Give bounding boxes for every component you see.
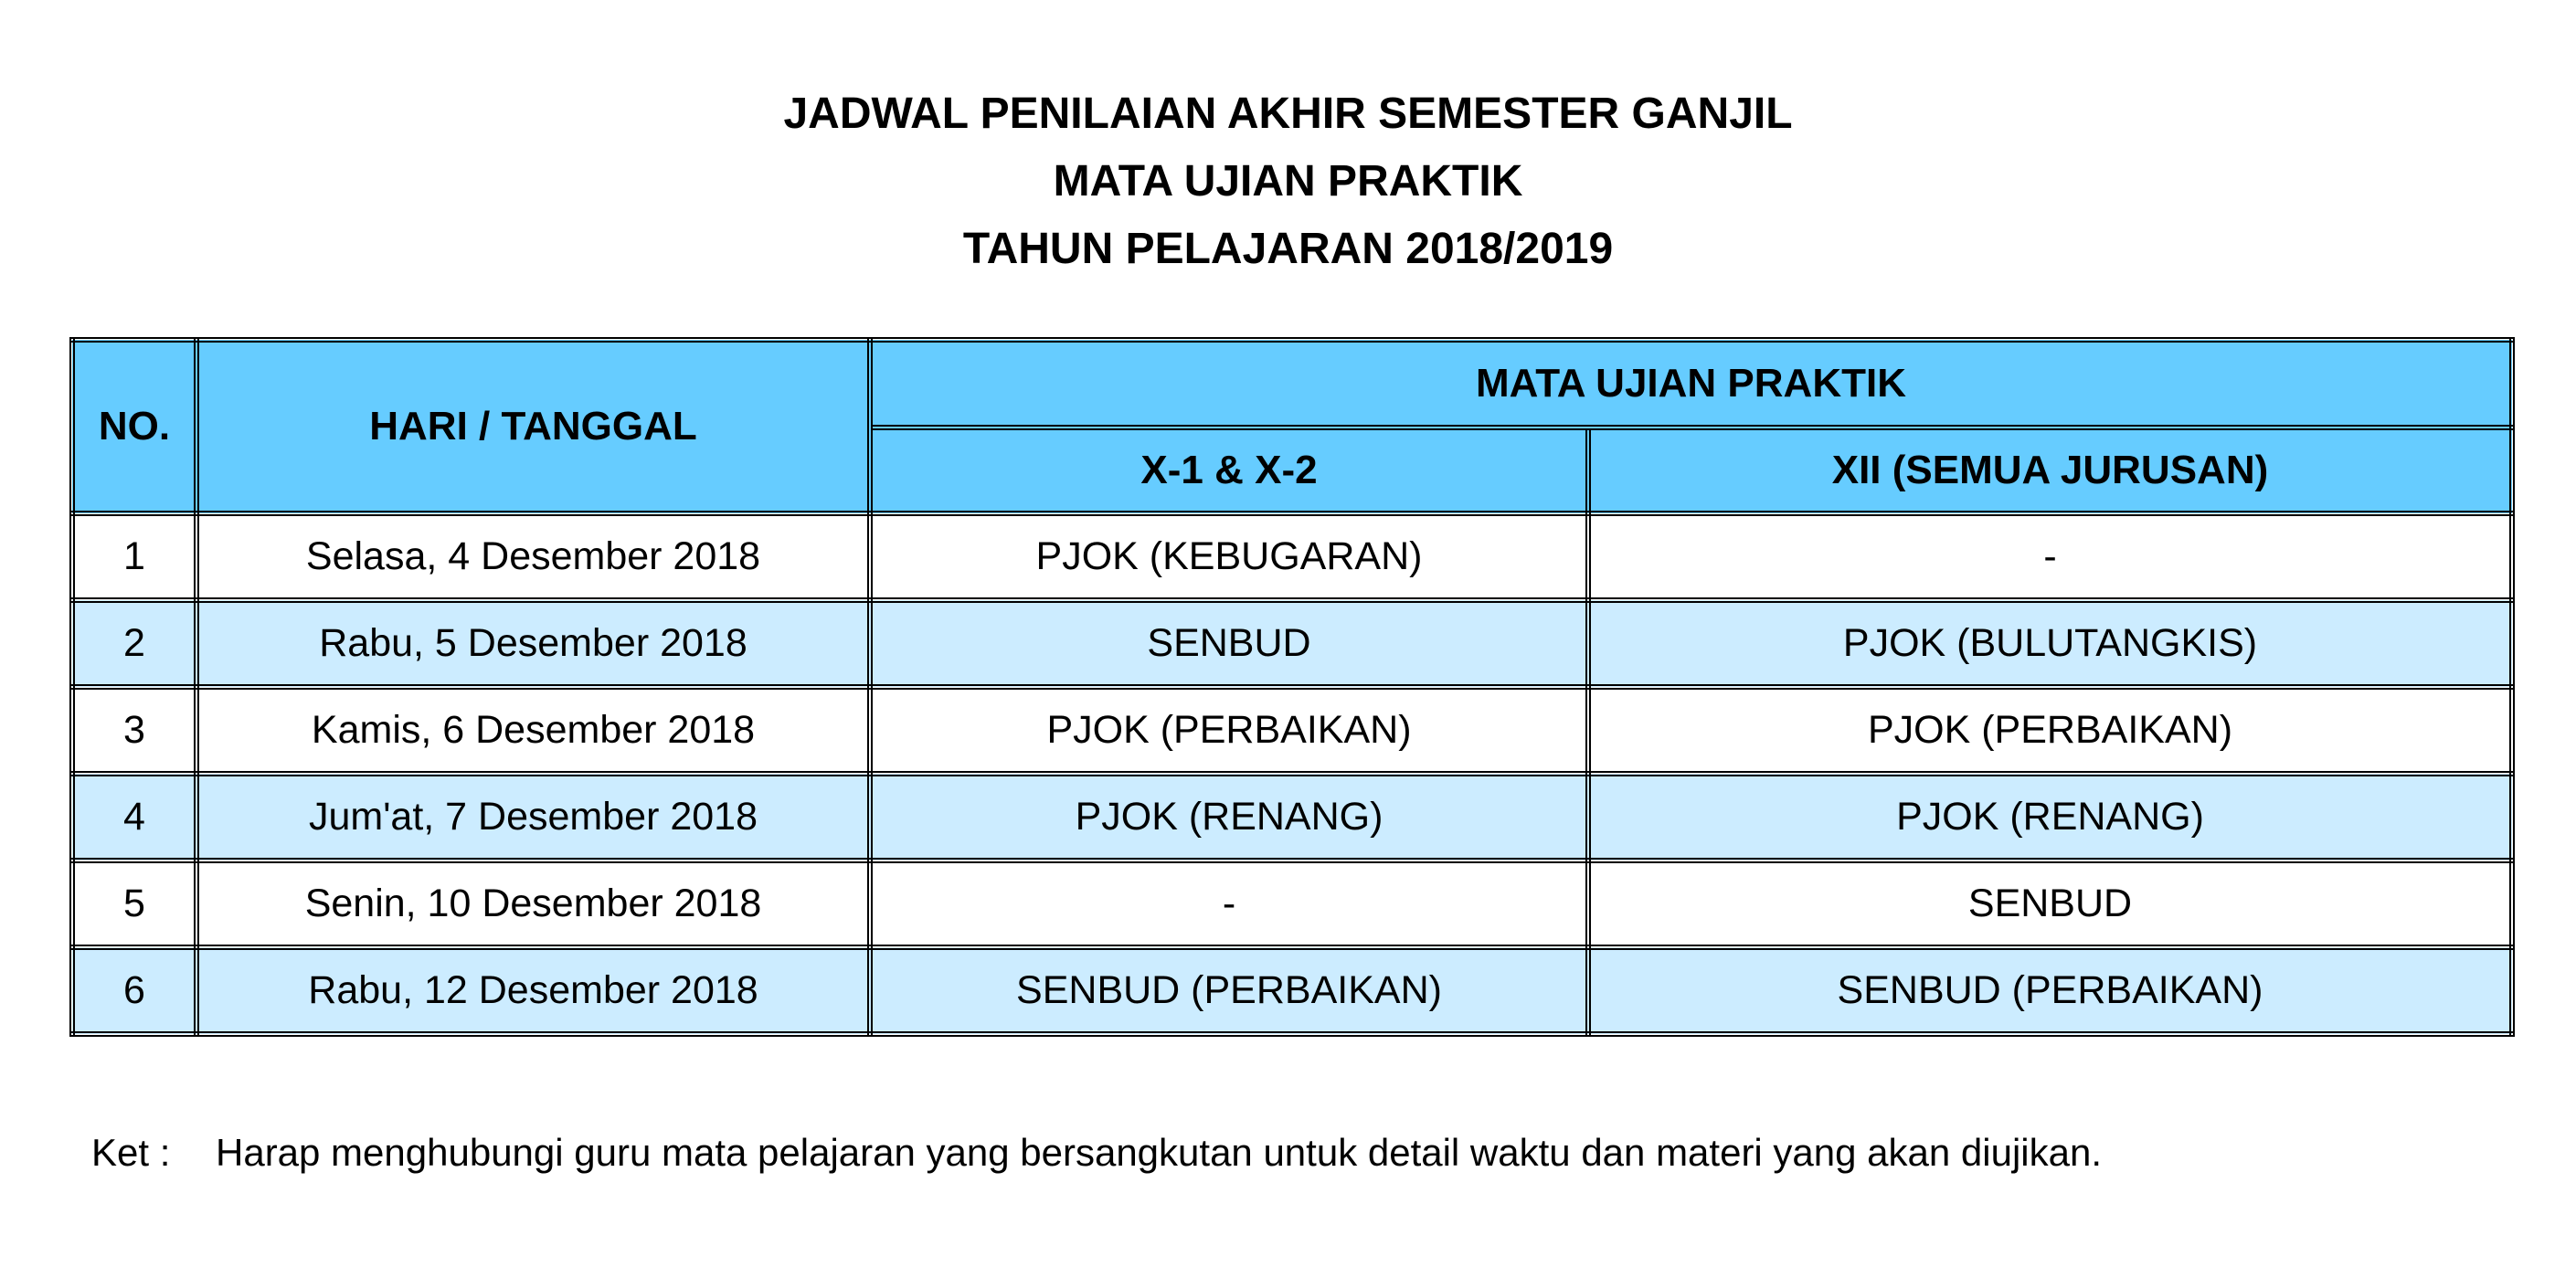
note-text: Harap menghubungi guru mata pelajaran yang bersangkutan untuk detail waktu dan materi yang akan diujikan.	[216, 1131, 2103, 1174]
header-date: HARI / TANGGAL	[196, 340, 870, 513]
cell-date: Kamis, 6 Desember 2018	[196, 687, 870, 774]
table-row	[72, 687, 2512, 774]
cell-no: 2	[72, 600, 196, 687]
cell-no: 6	[72, 947, 196, 1034]
title-line-3: TAHUN PELAJARAN 2018/2019	[962, 225, 1614, 273]
table-row	[72, 947, 2512, 1034]
cell-no: 3	[72, 687, 196, 774]
table-row	[72, 860, 2512, 947]
cell-class-xii: -	[1588, 513, 2512, 600]
cell-class-xii: PJOK (PERBAIKAN)	[1588, 687, 2512, 774]
header-no: NO.	[72, 340, 196, 513]
cell-class-xii: PJOK (BULUTANGKIS)	[1588, 600, 2512, 687]
header-class-xii: XII (SEMUA JURUSAN)	[1588, 428, 2512, 513]
cell-class-x: -	[870, 860, 1588, 947]
cell-no: 1	[72, 513, 196, 600]
cell-class-x: PJOK (PERBAIKAN)	[870, 687, 1588, 774]
title-line-2: MATA UJIAN PRAKTIK	[1053, 157, 1523, 206]
cell-date: Rabu, 5 Desember 2018	[196, 600, 870, 687]
cell-class-x: PJOK (KEBUGARAN)	[870, 513, 1588, 600]
cell-class-xii: PJOK (RENANG)	[1588, 774, 2512, 860]
cell-date: Selasa, 4 Desember 2018	[196, 513, 870, 600]
schedule-table	[69, 337, 2515, 1037]
cell-date: Rabu, 12 Desember 2018	[196, 947, 870, 1034]
cell-class-x: SENBUD	[870, 600, 1588, 687]
note-label: Ket :	[91, 1131, 171, 1174]
title-line-1: JADWAL PENILAIAN AKHIR SEMESTER GANJIL	[783, 90, 1793, 138]
cell-no: 4	[72, 774, 196, 860]
table-row	[72, 513, 2512, 600]
cell-class-xii: SENBUD (PERBAIKAN)	[1588, 947, 2512, 1034]
cell-class-x: SENBUD (PERBAIKAN)	[870, 947, 1588, 1034]
cell-class-x: PJOK (RENANG)	[870, 774, 1588, 860]
note	[91, 1131, 2102, 1175]
table-row	[72, 600, 2512, 687]
header-group: MATA UJIAN PRAKTIK	[870, 340, 2512, 428]
cell-class-xii: SENBUD	[1588, 860, 2512, 947]
cell-date: Senin, 10 Desember 2018	[196, 860, 870, 947]
table-row	[72, 774, 2512, 860]
document-title	[0, 80, 2576, 283]
cell-no: 5	[72, 860, 196, 947]
cell-date: Jum'at, 7 Desember 2018	[196, 774, 870, 860]
header-class-x: X-1 & X-2	[870, 428, 1588, 513]
